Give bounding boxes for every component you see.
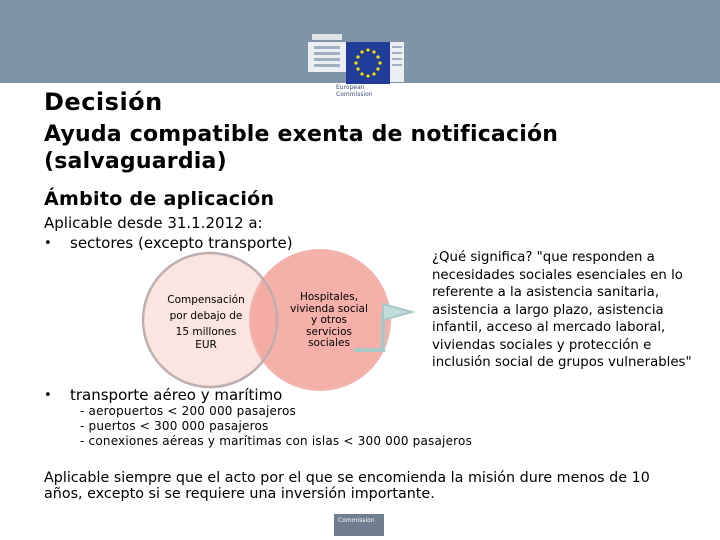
venn-left-label: Compensación por debajo de 15 millones EUR — [167, 294, 245, 351]
bullet-transport: transporte aéreo y marítimo — [70, 386, 283, 404]
sub-item-ports: - puertos < 300 000 pasajeros — [80, 419, 269, 433]
page-title: Decisión — [44, 88, 163, 116]
sub-item-airports: - aeropuertos < 200 000 pasajeros — [80, 404, 297, 418]
venn-right-label: Hospitales, vivienda social y otros servicios sociales — [290, 291, 368, 349]
sub-item-islands: - conexiones aéreas y marítimas con islas < 300 000 pasajeros — [80, 434, 473, 448]
footer-logo: Commission — [334, 514, 384, 536]
logo-caption: European Commission — [336, 84, 373, 98]
bullet-marker: • — [44, 388, 52, 403]
bullet-marker: • — [44, 236, 52, 251]
bullet-sectors: sectores (excepto transporte) — [70, 234, 293, 252]
applicable-from-text: Aplicable desde 31.1.2012 a: — [44, 214, 263, 232]
closing-text: Aplicable siempre que el acto por el que se encomienda la misión dure menos de 10 años, excepto si se requiere una inversión importante. — [44, 470, 650, 502]
side-note: ¿Qué significa? "que responden a necesidades sociales esenciales en lo referente a la asistencia sanitaria, asistencia a largo plazo, asistencia infantil, acceso al mercado laboral, viviendas sociales y protección e inclusión social de grupos vulnerables" — [432, 250, 692, 370]
page-subtitle: Ayuda compatible exenta de notificación (salvaguardia) — [44, 122, 559, 174]
section-heading: Ámbito de aplicación — [44, 188, 275, 210]
